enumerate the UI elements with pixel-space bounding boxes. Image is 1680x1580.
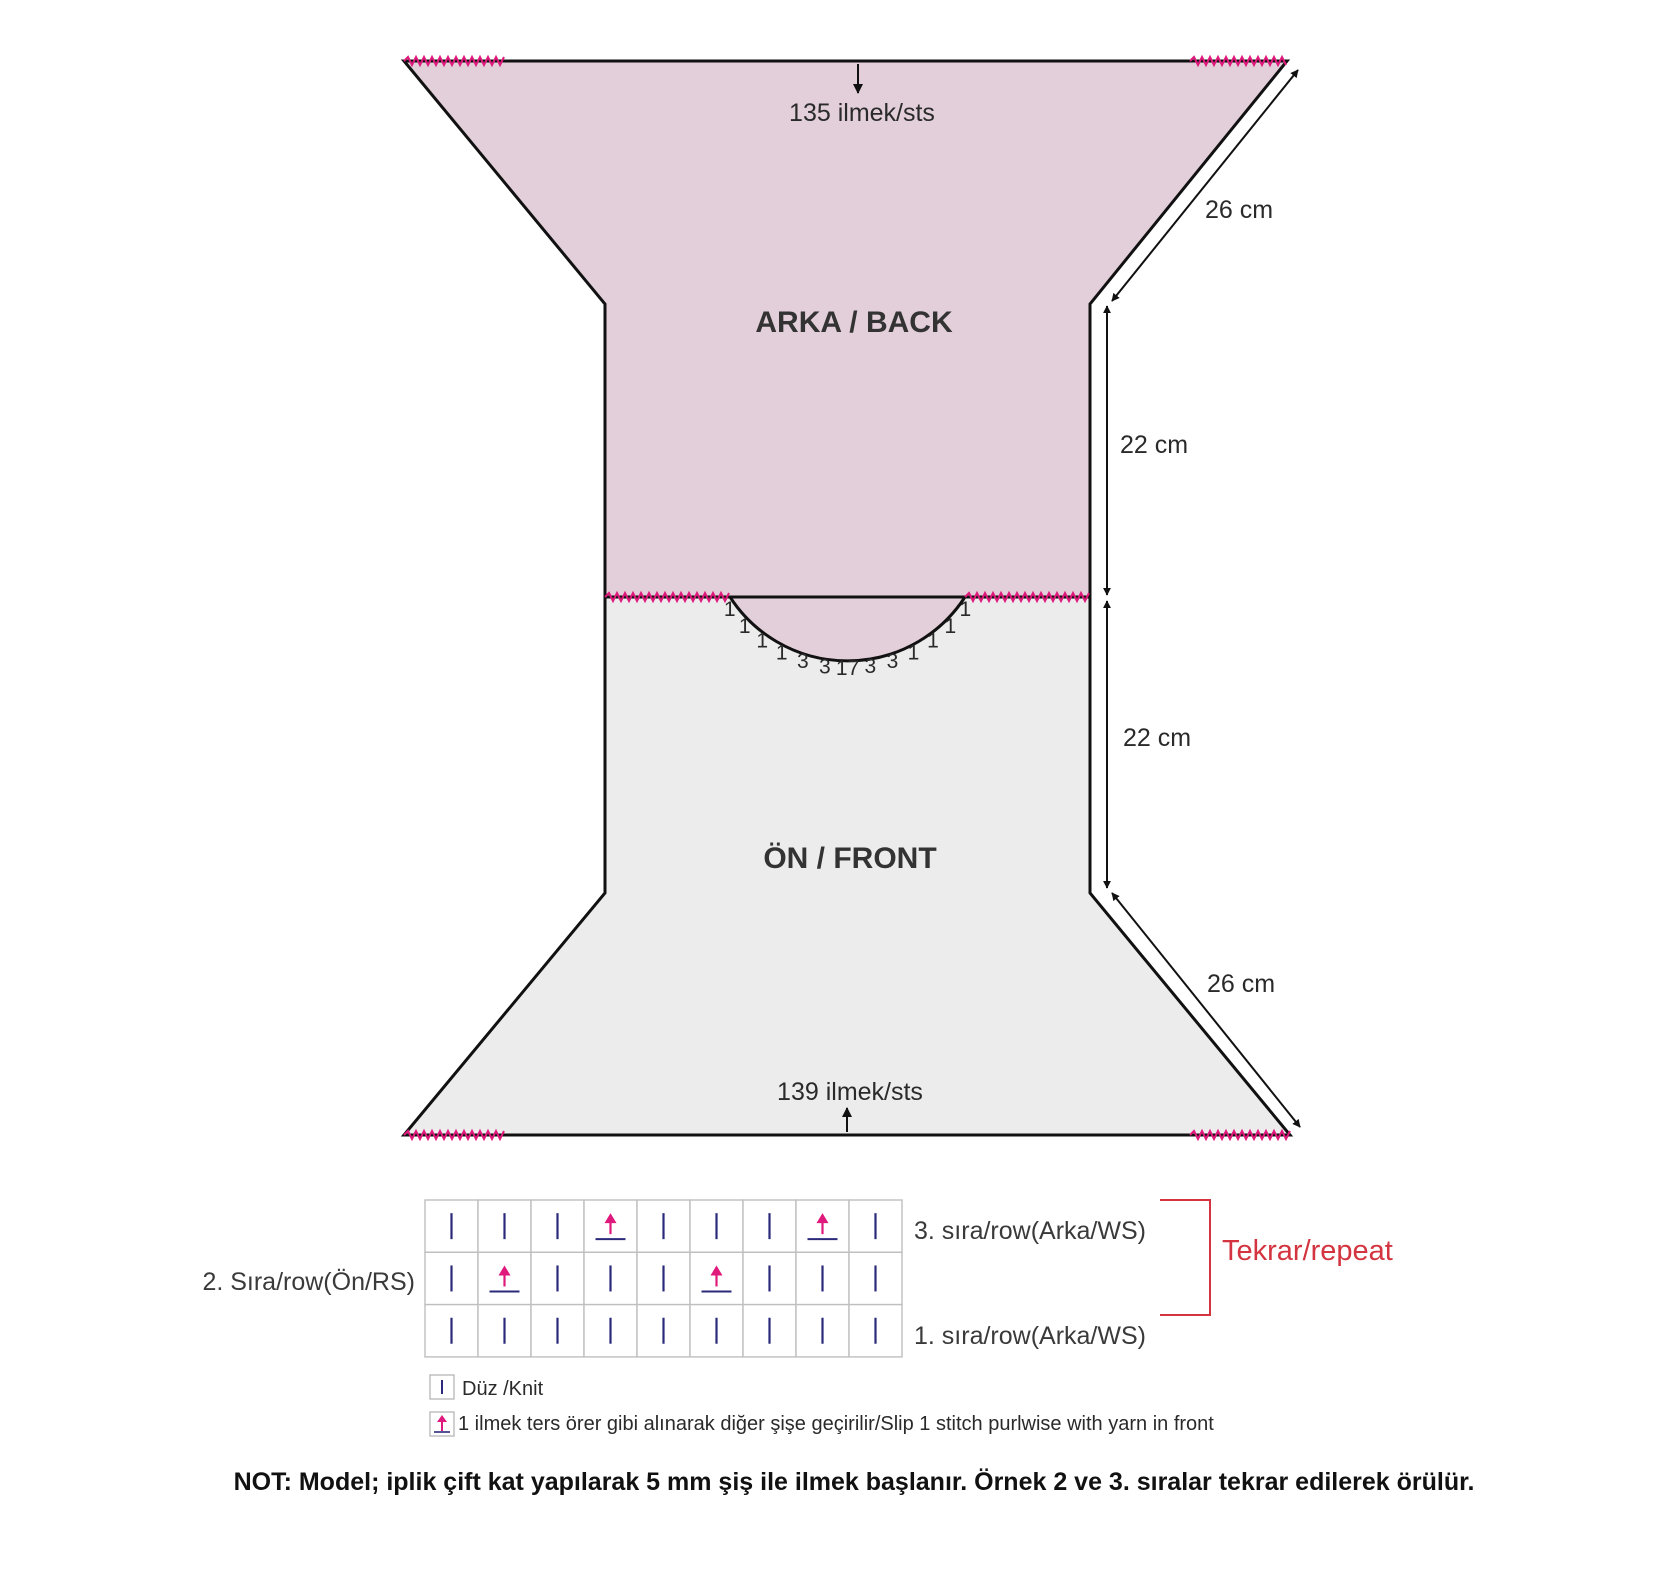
neck-sequence-number: 1 — [944, 614, 957, 638]
chart-cell — [478, 1200, 531, 1252]
back-piece-shape — [404, 61, 1287, 661]
chart-cell — [425, 1252, 478, 1304]
chart-cell — [478, 1305, 531, 1357]
chart-cell — [637, 1200, 690, 1252]
chart-cell — [849, 1252, 902, 1304]
back-side-measurement: 22 cm — [1120, 431, 1189, 459]
chart-cell — [849, 1200, 902, 1252]
neck-sequence-number: 3 — [886, 650, 899, 673]
chart-cell — [743, 1200, 796, 1252]
neck-sequence-number: 17 — [835, 657, 860, 680]
repeat-label: Tekrar/repeat — [1222, 1235, 1393, 1267]
chart-cell — [531, 1305, 584, 1357]
chart-cell — [796, 1305, 849, 1357]
chart-cell — [531, 1200, 584, 1252]
row-3-label: 3. sıra/row(Arka/WS) — [914, 1217, 1146, 1245]
top-stitch-count: 135 ilmek/sts — [789, 99, 935, 127]
row-2-label: 2. Sıra/row(Ön/RS) — [202, 1268, 415, 1296]
chart-cell — [796, 1200, 849, 1252]
neck-sequence-number: 1 — [723, 598, 736, 621]
front-piece-title: ÖN / FRONT — [763, 842, 937, 875]
chart-cell — [584, 1305, 637, 1357]
row-1-label: 1. sıra/row(Arka/WS) — [914, 1322, 1146, 1350]
neck-sequence-number: 1 — [959, 597, 972, 621]
chart-cell — [743, 1305, 796, 1357]
neck-sequence-number: 1 — [756, 629, 769, 653]
pattern-note: NOT: Model; iplik çift kat yapılarak 5 mm şiş ile ilmek başlanır. Örnek 2 ve 3. sıralar tekrar edilerek örülür. — [233, 1468, 1475, 1496]
legend-slip — [430, 1412, 1214, 1436]
front-diagonal-measurement: 26 cm — [1207, 970, 1276, 998]
chart-cell — [584, 1252, 637, 1304]
neck-sequence-number: 1 — [927, 629, 939, 653]
chart-cell — [478, 1252, 531, 1304]
repeat-bracket — [1160, 1200, 1210, 1315]
neck-sequence-number: 1 — [738, 615, 751, 639]
chart-cell — [425, 1200, 478, 1252]
back-piece-title: ARKA / BACK — [755, 306, 953, 339]
chart-cell — [531, 1252, 584, 1304]
chart-cell — [690, 1252, 743, 1304]
chart-cell — [690, 1305, 743, 1357]
chart-cell — [849, 1305, 902, 1357]
chart-cell — [743, 1252, 796, 1304]
bottom-stitch-count: 139 ilmek/sts — [777, 1078, 923, 1106]
chart-cell — [690, 1200, 743, 1252]
neck-sequence-number: 1 — [775, 641, 788, 665]
legend-slip-text: 1 ilmek ters örer gibi alınarak diğer şişe geçirilir/Slip 1 stitch purlwise with yarn in front — [458, 1413, 1214, 1435]
stitch-chart — [425, 1200, 902, 1357]
neck-sequence-number: 3 — [819, 655, 831, 679]
legend-knit — [430, 1375, 544, 1400]
neck-sequence-number: 3 — [864, 655, 877, 679]
neck-sequence-number: 3 — [796, 650, 809, 673]
chart-cell — [637, 1252, 690, 1304]
chart-cell — [796, 1252, 849, 1304]
back-diagonal-measurement: 26 cm — [1205, 196, 1274, 224]
chart-cell — [425, 1305, 478, 1357]
chart-cell — [584, 1200, 637, 1252]
front-side-measurement: 22 cm — [1123, 724, 1192, 752]
neck-sequence-number: 1 — [907, 641, 920, 665]
chart-cell — [637, 1305, 690, 1357]
legend-knit-text: Düz /Knit — [462, 1378, 544, 1400]
